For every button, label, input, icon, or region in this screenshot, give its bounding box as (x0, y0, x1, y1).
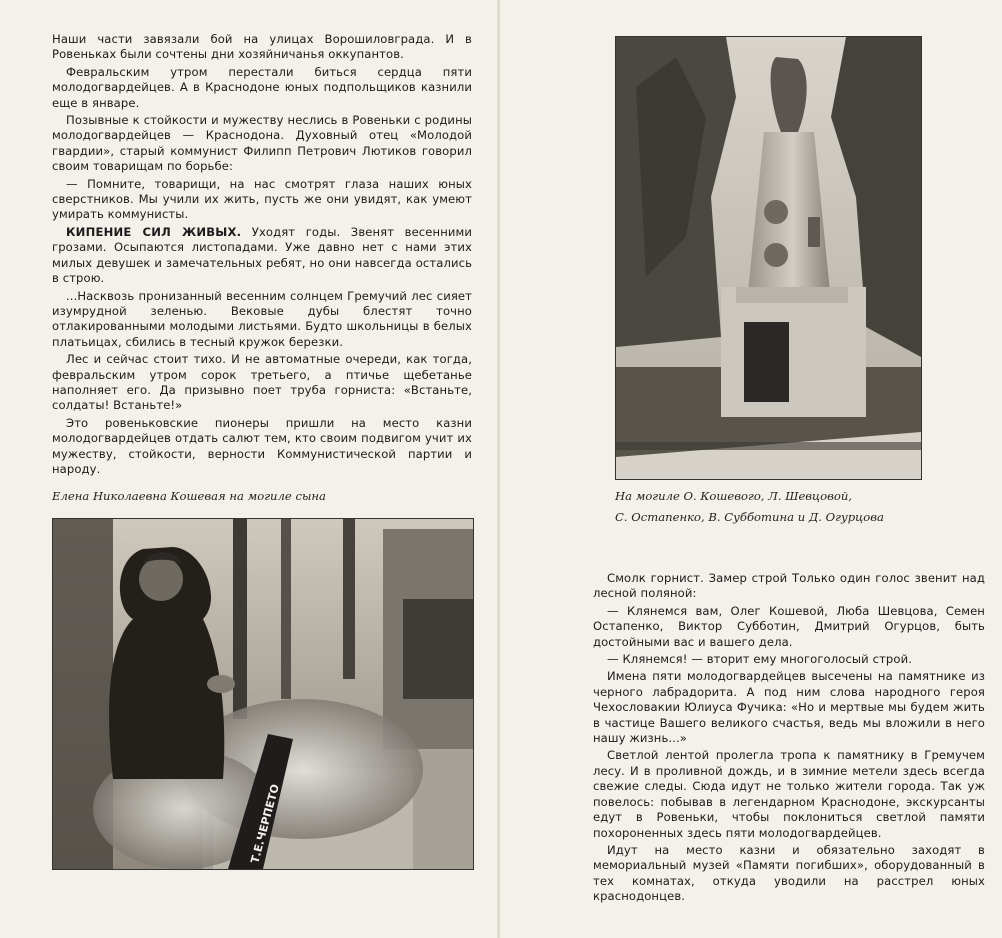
left-text-block (52, 32, 472, 479)
left-paragraph: ...Насквозь пронизанный весенним солнцем Гремучий лес сияет изумрудной зеленью. Вековые дубы блестят точно отлакированными молодыми листьями. Будто школьницы в белых платьицах, сбились в тесный кружок березки. (52, 288, 472, 349)
right-text-block (593, 571, 985, 907)
right-paragraph: Светлой лентой пролегла тропа к памятнику в Гремучем лесу. И в проливной дождь, и в зимние метели здесь всегда свежие следы. Сюда идут не только жители города. Так уж повелось: побывав в легендарном Краснодоне, экскурсанты едут в Ровеньки, чтобы поклониться светлой памяти похороненных здесь пяти молодогвардейцев. (593, 748, 985, 840)
monument-caption-line2: С. Остапенко, В. Субботина и Д. Огурцова (615, 510, 884, 524)
left-paragraph: — Помните, товарищи, на нас смотрят глаза наших юных сверстников. Мы учили их жить, пусть же они увидят, как умеют умирать коммунисты. (52, 176, 472, 222)
monument-caption (615, 486, 955, 528)
monument-caption-line1: На могиле О. Кошевого, Л. Шевцовой, (615, 489, 852, 503)
left-paragraph: Позывные к стойкости и мужеству неслись в Ровеньки с родины молодогвардейцев — Краснодона. Духовный отец «Молодой гвардии», старый коммунист Филипп Петрович Лютиков говорил своим товарищам по борьбе: (52, 113, 472, 174)
right-paragraph: — Клянемся! — вторит ему многоголосый строй. (607, 652, 912, 667)
section-heading: КИПЕНИЕ СИЛ ЖИВЫХ. (66, 224, 242, 239)
right-paragraph: Имена пяти молодогвардейцев высечены на памятнике из черного лабрадорита. А под ним слова народного героя Чехословакии Юлиуса Фучика: «Но и мертвые мы будем жить в частице Вашего великого счастья, ведь мы вложили в него нашу жизнь...» (593, 669, 985, 746)
right-paragraph: Идут на место казни и обязательно заходят в мемориальный музей «Памяти погибших», оборудованный в тех комнатах, откуда уводили на расстрел юных краснодонцев. (593, 842, 985, 904)
left-paragraph (52, 225, 472, 287)
right-page (500, 0, 1002, 938)
monument-photo (615, 36, 922, 480)
left-paragraph: Это ровеньковские пионеры пришли на место казни молодогвардейцев отдать салют тем, кто своим подвигом учит их мужеству, стойкости, верности Коммунистической партии и народу. (52, 415, 472, 476)
koshevaya-grave-image (53, 519, 473, 869)
left-paragraph: Февральским утром перестали биться сердца пяти молодогвардейцев. А в Краснодоне юных подпольщиков казнили еще в январе. (52, 64, 472, 110)
left-paragraph-text: Уходят годы. Звенят весенними грозами. Осыпаются листопадами. Уже давно нет с нами этих милых девушек и замечательных ребят, но они навсегда остались в строю. (52, 224, 472, 286)
right-paragraph: — Клянемся вам, Олег Кошевой, Люба Шевцова, Семен Остапенко, Виктор Субботин, Дмитрий Огурцов, быть достойными вас и вашего дела. (593, 603, 985, 649)
left-paragraph: Наши части завязали бой на улицах Ворошиловграда. И в Ровеньках были сочтены дни хозяйничанья оккупантов. (52, 32, 472, 62)
left-page (0, 0, 500, 938)
monument-image (616, 37, 921, 479)
left-photo-caption: Елена Николаевна Кошевая на могиле сына (52, 489, 326, 503)
koshevaya-grave-photo (52, 518, 474, 870)
ribbon-text: Т.Е.ЧЕРПЕТО (248, 782, 282, 865)
right-paragraph: Смолк горнист. Замер строй Только один голос звенит над лесной поляной: (593, 571, 985, 601)
left-paragraph: Лес и сейчас стоит тихо. И не автоматные очереди, как тогда, февральским утром сорок третьего, а птичье щебетанье наполняет его. Да призывно поет труба горниста: «Встаньте, солдаты! Встаньте!» (52, 352, 472, 413)
